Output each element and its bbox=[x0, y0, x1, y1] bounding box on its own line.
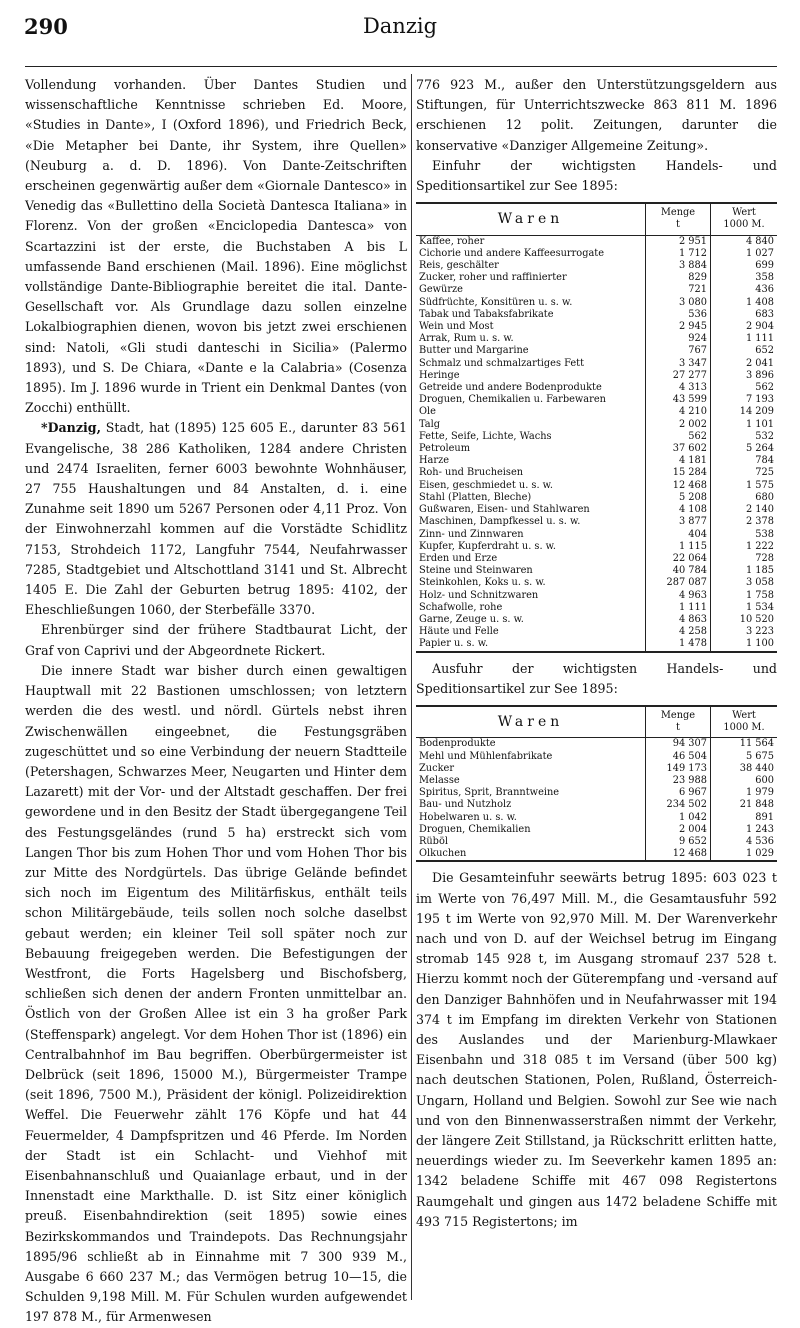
value-cell: 2 140 bbox=[711, 504, 778, 516]
value-cell: 3 896 bbox=[711, 370, 778, 382]
col-header-waren: Waren bbox=[416, 706, 646, 738]
goods-cell: Heringe bbox=[419, 369, 460, 381]
quantity-cell: 536 bbox=[646, 309, 711, 321]
quantity-cell: 234 502 bbox=[646, 799, 711, 811]
table-row bbox=[416, 577, 777, 589]
quantity-cell: 4 258 bbox=[646, 626, 711, 638]
value-cell: 538 bbox=[711, 529, 778, 541]
goods-cell: Fette, Seife, Lichte, Wachs bbox=[419, 430, 552, 442]
value-cell: 2 378 bbox=[711, 516, 778, 528]
col-header-waren: Waren bbox=[416, 203, 646, 235]
quantity-cell: 4 863 bbox=[646, 614, 711, 626]
goods-cell: Kupfer, Kupferdraht u. s. w. bbox=[419, 540, 557, 552]
table-row bbox=[416, 738, 777, 751]
quantity-cell: 4 963 bbox=[646, 590, 711, 602]
einfuhr-heading: Einfuhr der wichtigsten Handels- und Speditionsartikel zur See 1895: bbox=[416, 157, 777, 194]
goods-cell: Mehl und Mühlenfabrikate bbox=[419, 750, 553, 762]
quantity-cell: 4 108 bbox=[646, 504, 711, 516]
value-cell: 3 058 bbox=[711, 577, 778, 589]
page-header bbox=[24, 14, 776, 44]
goods-cell: Häute und Felle bbox=[419, 626, 499, 638]
value-cell: 11 564 bbox=[711, 738, 778, 751]
goods-cell: Erden und Erze bbox=[419, 552, 498, 564]
table-row bbox=[416, 787, 777, 799]
value-cell: 2 041 bbox=[711, 358, 778, 370]
quantity-cell: 4 181 bbox=[646, 455, 711, 467]
value-cell: 358 bbox=[711, 272, 778, 284]
table-row bbox=[416, 590, 777, 602]
quantity-cell: 4 210 bbox=[646, 406, 711, 418]
quantity-cell: 2 002 bbox=[646, 419, 711, 431]
goods-cell: Schafwolle, rohe bbox=[419, 601, 503, 613]
col-header-menge: Menge t bbox=[646, 706, 711, 738]
goods-cell: Bau- und Nutzholz bbox=[419, 799, 512, 811]
table-row bbox=[416, 836, 777, 848]
goods-cell: Steine und Steinwaren bbox=[419, 565, 533, 577]
goods-cell: Harze bbox=[419, 455, 450, 467]
goods-cell: Eisen, geschmiedet u. s. w. bbox=[419, 479, 554, 491]
goods-cell: Butter und Margarine bbox=[419, 345, 529, 357]
paragraph-dante-studies: Vollendung vorhanden. Über Dantes Studien und wissenschaftliche Kenntnisse schrieben Ed. Moore, «Studies in Dante», I (Oxford 1896), und Friedrich Beck, «Die Metapher bei Dante, ihr System, ihre Quellen» (Neuburg a. d. D. 1896). Von Dante-Zeitschriften erscheinen gegenwärtig außer dem «Giornale Dantesco» in Venedig das «Bullettino della Società Dantesca Italiana» in Florenz. Von der großen «Enciclopedia Dantesca» von Scartazzini ist der erste, die Buchstaben A bis L umfassende Band erschienen (Mail. 1896). Eine möglichst vollständige Dante-Bibliographie bereitet die ital. Dante-Gesellschaft vor. Als Grundlage dazu sollen einzelne Lokalbiographien dienen, wovon bis jetzt zwei erschienen sind: Natoli, «Gli studi danteschi in Sicilia» (Palermo 1893), und S. De Chiara, «Dante e la Calabria» (Cosenza 1895). Im J. 1896 wurde in Trient ein Denkmal Dantes (von Zocchi) enthüllt. bbox=[25, 77, 407, 416]
goods-cell: Öle bbox=[419, 406, 436, 418]
left-column bbox=[25, 75, 407, 1328]
goods-cell: Südfrüchte, Konsitüren u. s. w. bbox=[419, 296, 573, 308]
goods-cell: Reis, geschälter bbox=[419, 260, 499, 272]
table-row bbox=[416, 626, 777, 638]
value-cell: 683 bbox=[711, 309, 778, 321]
table-row bbox=[416, 321, 777, 333]
table-row bbox=[416, 419, 777, 431]
value-cell: 680 bbox=[711, 492, 778, 504]
paragraph-danzig-population bbox=[25, 418, 407, 620]
table-row bbox=[416, 333, 777, 345]
goods-cell: Cichorie und andere Kaffeesurrogate bbox=[419, 247, 605, 259]
quantity-cell: 1 115 bbox=[646, 541, 711, 553]
entry-headword: *Danzig, bbox=[41, 420, 101, 436]
table-row bbox=[416, 565, 777, 577]
goods-cell: Kaffee, roher bbox=[419, 235, 485, 247]
table-row bbox=[416, 394, 777, 406]
quantity-cell: 22 064 bbox=[646, 553, 711, 565]
table-row bbox=[416, 309, 777, 321]
quantity-cell: 94 307 bbox=[646, 738, 711, 751]
value-cell: 1 111 bbox=[711, 333, 778, 345]
value-cell: 1 185 bbox=[711, 565, 778, 577]
quantity-cell: 46 504 bbox=[646, 751, 711, 763]
table-row bbox=[416, 638, 777, 651]
quantity-cell: 40 784 bbox=[646, 565, 711, 577]
quantity-cell: 3 347 bbox=[646, 358, 711, 370]
quantity-cell: 767 bbox=[646, 345, 711, 357]
goods-cell: Gewürze bbox=[419, 284, 463, 296]
value-cell: 3 223 bbox=[711, 626, 778, 638]
value-cell: 600 bbox=[711, 775, 778, 787]
quantity-cell: 23 988 bbox=[646, 775, 711, 787]
table-row bbox=[416, 260, 777, 272]
quantity-cell: 43 599 bbox=[646, 394, 711, 406]
goods-cell: Zucker, roher und raffinierter bbox=[419, 272, 567, 284]
value-cell: 1 575 bbox=[711, 480, 778, 492]
quantity-cell: 562 bbox=[646, 431, 711, 443]
goods-cell: Droguen, Chemikalien u. Farbewaren bbox=[419, 394, 606, 406]
table-row bbox=[416, 406, 777, 418]
quantity-cell: 5 208 bbox=[646, 492, 711, 504]
goods-cell: Papier u. s. w. bbox=[416, 638, 646, 651]
table-row bbox=[416, 751, 777, 763]
quantity-cell: 15 284 bbox=[646, 467, 711, 479]
table-row bbox=[416, 370, 777, 382]
value-cell: 7 193 bbox=[711, 394, 778, 406]
table-row bbox=[416, 358, 777, 370]
quantity-cell: 12 468 bbox=[646, 480, 711, 492]
goods-cell: Garne, Zeuge u. s. w. bbox=[419, 613, 524, 625]
table-row bbox=[416, 824, 777, 836]
quantity-cell: 37 602 bbox=[646, 443, 711, 455]
table-row bbox=[416, 614, 777, 626]
table-row bbox=[416, 431, 777, 443]
goods-cell: Wein und Most bbox=[419, 321, 494, 333]
table-row bbox=[416, 492, 777, 504]
goods-cell: Hobelwaren u. s. w. bbox=[419, 811, 517, 823]
quantity-cell: 721 bbox=[646, 284, 711, 296]
quantity-cell: 1 478 bbox=[646, 638, 711, 651]
quantity-cell: 1 042 bbox=[646, 812, 711, 824]
value-cell: 1 101 bbox=[711, 419, 778, 431]
quantity-cell: 1 111 bbox=[646, 602, 711, 614]
goods-cell: Gußwaren, Eisen- und Stahlwaren bbox=[419, 504, 590, 516]
value-cell: 891 bbox=[711, 812, 778, 824]
goods-cell: Maschinen, Dampfkessel u. s. w. bbox=[419, 516, 581, 528]
table-row bbox=[416, 443, 777, 455]
table-row bbox=[416, 812, 777, 824]
ausfuhr-table bbox=[416, 705, 777, 862]
quantity-cell: 924 bbox=[646, 333, 711, 345]
value-cell: 436 bbox=[711, 284, 778, 296]
value-cell: 1 029 bbox=[711, 848, 778, 861]
value-cell: 784 bbox=[711, 455, 778, 467]
running-title: Danzig bbox=[362, 14, 438, 38]
goods-cell: Rüböl bbox=[419, 835, 448, 847]
quantity-cell: 27 277 bbox=[646, 370, 711, 382]
value-cell: 1 979 bbox=[711, 787, 778, 799]
table-row bbox=[416, 235, 777, 248]
quantity-cell: 2 951 bbox=[646, 235, 711, 248]
goods-cell: Holz- und Schnitzwaren bbox=[419, 589, 539, 601]
table-row bbox=[416, 799, 777, 811]
value-cell: 38 440 bbox=[711, 763, 778, 775]
table-row bbox=[416, 455, 777, 467]
quantity-cell: 149 173 bbox=[646, 763, 711, 775]
value-cell: 21 848 bbox=[711, 799, 778, 811]
goods-cell: Arrak, Rum u. s. w. bbox=[419, 333, 514, 345]
goods-cell: Talg bbox=[419, 418, 441, 430]
table-row bbox=[416, 516, 777, 528]
paragraph-total-traffic: Die Gesamteinfuhr seewärts betrug 1895: 603 023 t im Werte von 76,497 Mill. M., die Gesamtausfuhr 592 195 t im Werte von 92,970 Mill. M. Der Warenverkehr nach und von D. auf der Weichsel betrug im Eingang stromab 145 928 t, im Ausgang stromauf 237 528 t. Hierzu kommt noch der Güterempfang und -versand auf den Danziger Bahnhöfen und in Neufahrwasser mit 194 374 t im Empfang im direkten Verkehr von Stationen des Auslandes und der Marienburg-Mlawkaer Eisenbahn und 318 085 t im Versand (über 500 kg) nach deutschen Stationen, Polen, Rußland, Österreich-Ungarn, Holland und Belgien. Sowohl zur See wie nach und von den Binnenwasserstraßen nimmt der Verkehr, der längere Zeit Stillstand, ja Rückschritt erlitten hatte, neuerdings wieder zu. Im Seeverkehr kamen 1895 an: 1342 beladene Schiffe mit 467 098 Registertons Raumgehalt und gingen aus 1472 beladene Schiffe mit 493 715 Registertons; im bbox=[416, 870, 777, 1229]
quantity-cell: 3 080 bbox=[646, 297, 711, 309]
table-row bbox=[416, 553, 777, 565]
goods-cell: Zucker bbox=[419, 762, 455, 774]
col-header-wert: Wert 1000 M. bbox=[711, 706, 778, 738]
table-row bbox=[416, 248, 777, 260]
ausfuhr-body bbox=[416, 738, 777, 862]
table-row bbox=[416, 480, 777, 492]
quantity-cell: 404 bbox=[646, 529, 711, 541]
goods-cell: Tabak und Tabaksfabrikate bbox=[419, 308, 554, 320]
value-cell: 1 222 bbox=[711, 541, 778, 553]
quantity-cell: 287 087 bbox=[646, 577, 711, 589]
right-column bbox=[416, 75, 777, 1232]
goods-cell: Petroleum bbox=[419, 443, 470, 455]
value-cell: 1 100 bbox=[711, 638, 778, 651]
goods-cell: Steinkohlen, Koks u. s. w. bbox=[419, 577, 546, 589]
quantity-cell: 2 004 bbox=[646, 824, 711, 836]
header-rule bbox=[25, 66, 777, 67]
value-cell: 1 408 bbox=[711, 297, 778, 309]
value-cell: 1 758 bbox=[711, 590, 778, 602]
page-number: 290 bbox=[24, 14, 68, 39]
value-cell: 652 bbox=[711, 345, 778, 357]
value-cell: 5 675 bbox=[711, 751, 778, 763]
col-header-wert: Wert 1000 M. bbox=[711, 203, 778, 235]
paragraph-honorary-citizens: Ehrenbürger sind der frühere Stadtbaurat Licht, der Graf von Caprivi und der Abgeordnete Rickert. bbox=[25, 622, 407, 658]
goods-cell: Melasse bbox=[419, 774, 460, 786]
paragraph-inner-city: Die innere Stadt war bisher durch einen gewaltigen Hauptwall mit 22 Bastionen umschlossen; von letztern werden die des westl. und nördl. Gürtels nebst ihren Zwischenwällen eingeebnet, die Festungsgräben zugeschüttet und so eine Verbindung der neuern Stadtteile (Petershagen, Schwarzes Meer, Neugarten und Hinter dem Lazarett) mit der Vor- und der Altstadt geschaffen. Der frei gewordene und in den Besitz der Stadt übergegangene Teil des Festungsgeländes (rund 5 ha) erstreckt sich vom Langen Thor bis zum Hohen Thor und vom Hohen Thor bis zur Mitte des Nordgürtels. Das übrige Gelände befindet sich noch im Eigentum des Militärfiskus, enthält teils schon Militärgebäude, teils sollen noch solche daselbst gebaut werden; ein kleiner Teil soll später noch zur Bebauung freigegeben werden. Die Befestigungen der Westfront, die Forts Hagelsberg und Bischofsberg, schließen sich denen der andern Fronten unmittelbar an. Östlich von der Großen Allee ist ein 3 ha großer Park (Steffenspark) angelegt. Vor dem Hohen Thor ist (1896) ein Centralbahnhof im Bau begriffen. Oberbürgermeister ist Delbrück (seit 1896, 15000 M.), Bürgermeister Trampe (seit 1896, 7500 M.), Präsident der königl. Polizeidirektion Weffel. Die Feuerwehr zählt 176 Köpfe und hat 44 Feuermelder, 4 Dampfspritzen und 46 Pferde. Im Norden der Stadt ist ein Schlacht- und Viehhof mit Eisenbahnanschluß und Quaianlage erbaut, und in der Innenstadt eine Markthalle. D. ist Sitz einer königlich preuß. Eisenbahndirektion (seit 1895) sowie eines Bezirkskommandos und Traindepots. Das Rechnungsjahr 1895/96 schließt ab in Einnahme mit 7 300 939 M., Ausgabe 6 660 237 M.; das Vermögen betrug 10—15, die Schulden 9,198 Mill. M. Für Schulen wurden aufgewendet 197 878 M., für Armenwesen bbox=[25, 662, 407, 1325]
goods-cell: Roh- und Brucheisen bbox=[419, 467, 524, 479]
goods-cell: Ölkuchen bbox=[416, 848, 646, 861]
table-row bbox=[416, 529, 777, 541]
einfuhr-body bbox=[416, 235, 777, 651]
value-cell: 4 840 bbox=[711, 235, 778, 248]
goods-cell: Bodenprodukte bbox=[419, 738, 496, 750]
value-cell: 1 534 bbox=[711, 602, 778, 614]
value-cell: 725 bbox=[711, 467, 778, 479]
einfuhr-table bbox=[416, 202, 777, 652]
table-row bbox=[416, 272, 777, 284]
paragraph-budget-continued: 776 923 M., außer den Unterstützungsgeldern aus Stiftungen, für Unterrichtszwecke 863 811 M. 1896 erschienen 12 polit. Zeitungen, darunter die konservative «Danziger Allgemeine Zeitung». bbox=[416, 77, 777, 153]
goods-cell: Getreide und andere Bodenprodukte bbox=[419, 382, 602, 394]
value-cell: 2 904 bbox=[711, 321, 778, 333]
quantity-cell: 3 877 bbox=[646, 516, 711, 528]
quantity-cell: 6 967 bbox=[646, 787, 711, 799]
quantity-cell: 1 712 bbox=[646, 248, 711, 260]
value-cell: 1 243 bbox=[711, 824, 778, 836]
table-row bbox=[416, 541, 777, 553]
table-row bbox=[416, 382, 777, 394]
table-row bbox=[416, 345, 777, 357]
value-cell: 532 bbox=[711, 431, 778, 443]
table-row bbox=[416, 848, 777, 861]
table-row bbox=[416, 284, 777, 296]
value-cell: 14 209 bbox=[711, 406, 778, 418]
value-cell: 4 536 bbox=[711, 836, 778, 848]
value-cell: 562 bbox=[711, 382, 778, 394]
goods-cell: Schmalz und schmalzartiges Fett bbox=[419, 357, 585, 369]
goods-cell: Zinn- und Zinnwaren bbox=[419, 528, 524, 540]
quantity-cell: 9 652 bbox=[646, 836, 711, 848]
population-text: Stadt, hat (1895) 125 605 E., darunter 83 561 Evangelische, 38 286 Katholiken, 1284 andere Christen und 2474 Israeliten, ferner 6003 bewohnte Wohnhäuser, 27 755 Haushaltungen und 84 Anstalten, d. i. eine Zunahme seit 1890 um 5267 Personen oder 4,11 Proz. Von der Einwohnerzahl kommen auf die Vorstädte Schidlitz 7153, Strohdeich 1172, Langfuhr 7544, Neufahrwasser 7285, Stadtgebiet und Altschottland 3141 und St. Albrecht 1405 E. Die Zahl der Geburten betrug 1895: 4102, der Eheschließungen 1060, der Sterbefälle 3370. bbox=[25, 420, 407, 618]
value-cell: 699 bbox=[711, 260, 778, 272]
quantity-cell: 3 884 bbox=[646, 260, 711, 272]
quantity-cell: 2 945 bbox=[646, 321, 711, 333]
goods-cell: Stahl (Platten, Bleche) bbox=[419, 491, 532, 503]
table-row bbox=[416, 297, 777, 309]
quantity-cell: 12 468 bbox=[646, 848, 711, 861]
value-cell: 728 bbox=[711, 553, 778, 565]
goods-cell: Spiritus, Sprit, Branntweine bbox=[419, 787, 560, 799]
col-header-menge: Menge t bbox=[646, 203, 711, 235]
table-row bbox=[416, 763, 777, 775]
value-cell: 5 264 bbox=[711, 443, 778, 455]
value-cell: 1 027 bbox=[711, 248, 778, 260]
ausfuhr-heading: Ausfuhr der wichtigsten Handels- und Speditionsartikel zur See 1895: bbox=[416, 660, 777, 696]
column-divider bbox=[411, 74, 412, 1300]
value-cell: 10 520 bbox=[711, 614, 778, 626]
table-row bbox=[416, 775, 777, 787]
table-row bbox=[416, 602, 777, 614]
table-row bbox=[416, 467, 777, 479]
table-row bbox=[416, 504, 777, 516]
quantity-cell: 4 313 bbox=[646, 382, 711, 394]
goods-cell: Droguen, Chemikalien bbox=[419, 823, 531, 835]
quantity-cell: 829 bbox=[646, 272, 711, 284]
